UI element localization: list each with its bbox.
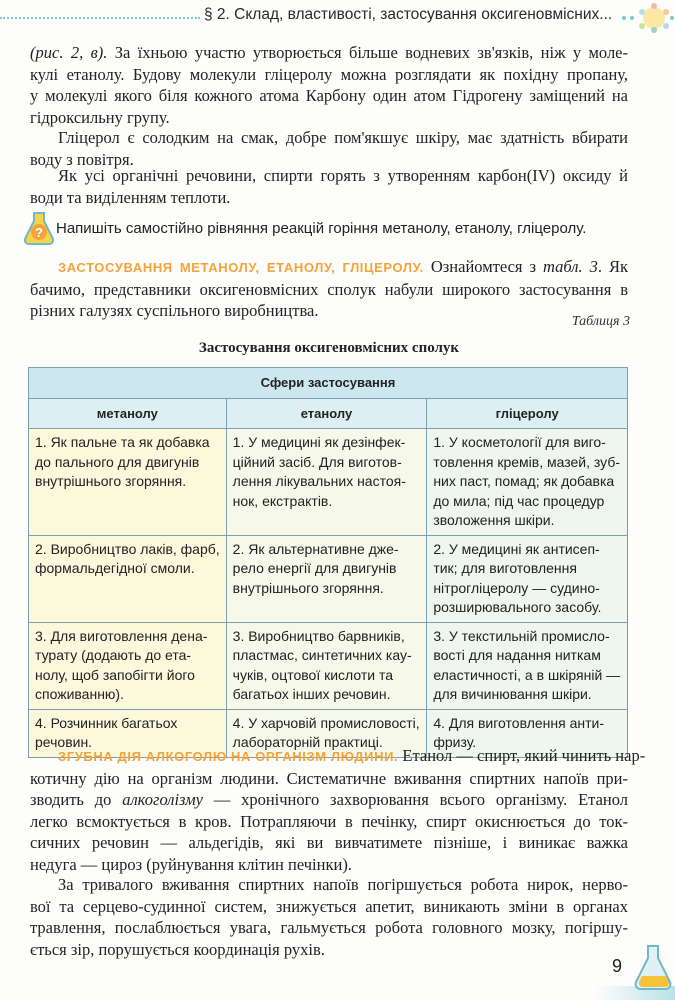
text-line: бачимо, представники оксигеновмісних сполук набули широкого застосування в — [30, 279, 628, 299]
alcohol-harm-paragraph — [30, 745, 646, 875]
text-line: легко всмоктується в кров. Потрапляючи в печінку, спирт окиснюється до ток- — [30, 811, 628, 831]
table-cell: 3. Для виготовлення дена-турату (додають до ета-нолу, щоб запобігти його споживанню). — [29, 622, 227, 709]
text-line: сичних речовин — альдегідів, які ви вивчатимете пізніше, і виникає важка — [30, 833, 628, 852]
table-row — [29, 429, 628, 536]
text-segment: зводить до — [30, 790, 123, 809]
text-line: Як усі органічні речовини, спирти горять з утворенням карбон(IV) оксиду й — [58, 166, 628, 185]
text-segment: . Як — [597, 257, 628, 276]
task-block — [22, 210, 642, 246]
text-line — [30, 42, 628, 64]
dots-decoration-icon — [616, 0, 675, 40]
text-line: у молекулі якого біля кожного атома Карбону один атом Гідрогену заміщений на — [30, 86, 628, 105]
text-line: Гліцерол є солодким на смак, добре пом'якшує шкіру, має здатність вбирати — [58, 128, 628, 147]
page-header — [0, 0, 675, 40]
text-line: кулі етанолу. Будову молекули гліцеролу можна розглядати як похідну пропану, — [30, 64, 628, 84]
table-cell: 4. Розчинник багатьох речовин. — [29, 709, 227, 757]
table-cell: 3. У текстильній промисло-вості для надання ниткам еластичності, а в шкіряній — для вичинювання шкіри. — [427, 622, 628, 709]
term-alcoholism: алкоголізму — [122, 790, 203, 809]
table-group-header-row — [29, 368, 628, 399]
table-row — [29, 622, 628, 709]
table-cell: 1. У медицині як дезінфек-ційний засіб. Для виготов-лення лікувальних настоя-нок, екстрактів. — [226, 429, 427, 536]
table-label: Таблиця 3 — [571, 314, 630, 329]
text-line: котичну дію на організм людини. Систематичне вживання спиртних напоїв при- — [30, 768, 628, 788]
text-line: вої та серцево-судинної систем, знижується апетит, виникають зміни в органах — [30, 896, 628, 916]
text-line: різних галузях суспільного виробництва. — [30, 301, 319, 320]
table-cell: 2. У медицині як антисеп-тик; для виготовлення нітрогліцеролу — судино-розширювального засобу. — [427, 535, 628, 622]
applications-table — [28, 367, 628, 758]
table-cell: 4. У харчовій промисловості, лабораторній практиці. — [226, 709, 427, 757]
table-reference: табл. 3 — [543, 257, 598, 276]
column-header: метанолу — [29, 398, 227, 429]
question-flask-icon — [22, 210, 56, 246]
page-number: 9 — [612, 956, 623, 976]
table-cell: 2. Виробництво лаків, фарб, формальдегідної смоли. — [29, 535, 227, 622]
header-dotted-line — [0, 17, 200, 21]
long-term-effects-paragraph — [30, 874, 628, 960]
text-line: травлення, послаблюється увага, гальмується робота головного мозку, погіршу- — [30, 918, 628, 937]
text-line: води та виділенням теплоти. — [30, 187, 231, 207]
svg-text:?: ? — [35, 225, 43, 240]
task-text: Напишіть самостійно рівняння реакцій горіння метанолу, етанолу, гліцеролу. — [56, 220, 587, 237]
table-cell: 2. Як альтернативне дже-рело енергії для двигунів внутрішнього згоряння. — [226, 535, 427, 622]
table-cell: 3. Виробництво барвників, пластмас, синтетичних кау-чуків, оцтової кислоти та багатьох інших речовин. — [226, 622, 427, 709]
column-header: гліцеролу — [427, 398, 628, 429]
text-line — [30, 256, 628, 279]
running-title: § 2. Склад, властивості, застосування оксигеновмісних... — [204, 6, 613, 23]
text-segment: За їхньою участю утворюється більше водневих зв'язків, ніж у моле- — [107, 43, 629, 62]
text-line — [30, 789, 628, 811]
text-line: гідроксильну групу. — [30, 107, 170, 127]
text-segment: Ознайомтеся з — [423, 257, 544, 276]
table-row — [29, 535, 628, 622]
table-cell: 4. Для виготовлення анти-фризу. — [427, 709, 628, 757]
column-header: етанолу — [226, 398, 427, 429]
applications-paragraph — [30, 256, 628, 322]
table-cell: 1. Як пальне та як добавка до пального для двигунів внутрішнього згоряння. — [29, 429, 227, 536]
text-line: воду з повітря. — [30, 149, 134, 169]
combustion-paragraph — [30, 165, 628, 208]
group-header: Сфери застосування — [29, 368, 628, 399]
glycerol-paragraph — [30, 127, 628, 170]
section-heading: ЗГУБНА ДІЯ АЛКОГОЛЮ НА ОРГАНІЗМ ЛЮДИНИ. — [58, 749, 399, 764]
table-header-row — [29, 398, 628, 429]
text-line: недуга — цироз (руйнування клітин печінки). — [30, 854, 352, 874]
flask-icon — [633, 942, 675, 992]
section-heading: ЗАСТОСУВАННЯ МЕТАНОЛУ, ЕТАНОЛУ, ГЛІЦЕРОЛУ. — [58, 260, 424, 275]
figure-reference: (рис. 2, в). — [30, 43, 108, 62]
intro-paragraph — [30, 42, 628, 128]
table-cell: 1. У косметології для виго-товлення кремів, мазей, зуб-них паст, помад; як добавка до мила; під час процедур зволоження шкіри. — [427, 429, 628, 536]
table-title: Застосування оксигеновмісних сполук — [198, 340, 460, 356]
text-segment: Етанол — спирт, який чинить нар- — [398, 746, 646, 765]
text-line: За тривалого вживання спиртних напоїв погіршується робота нирок, нерво- — [58, 875, 628, 894]
text-line — [30, 745, 646, 768]
text-segment: — хронічного захворювання всього організму. Етанол — [202, 790, 629, 809]
text-line: ється зір, порушується координація рухів. — [30, 939, 325, 959]
